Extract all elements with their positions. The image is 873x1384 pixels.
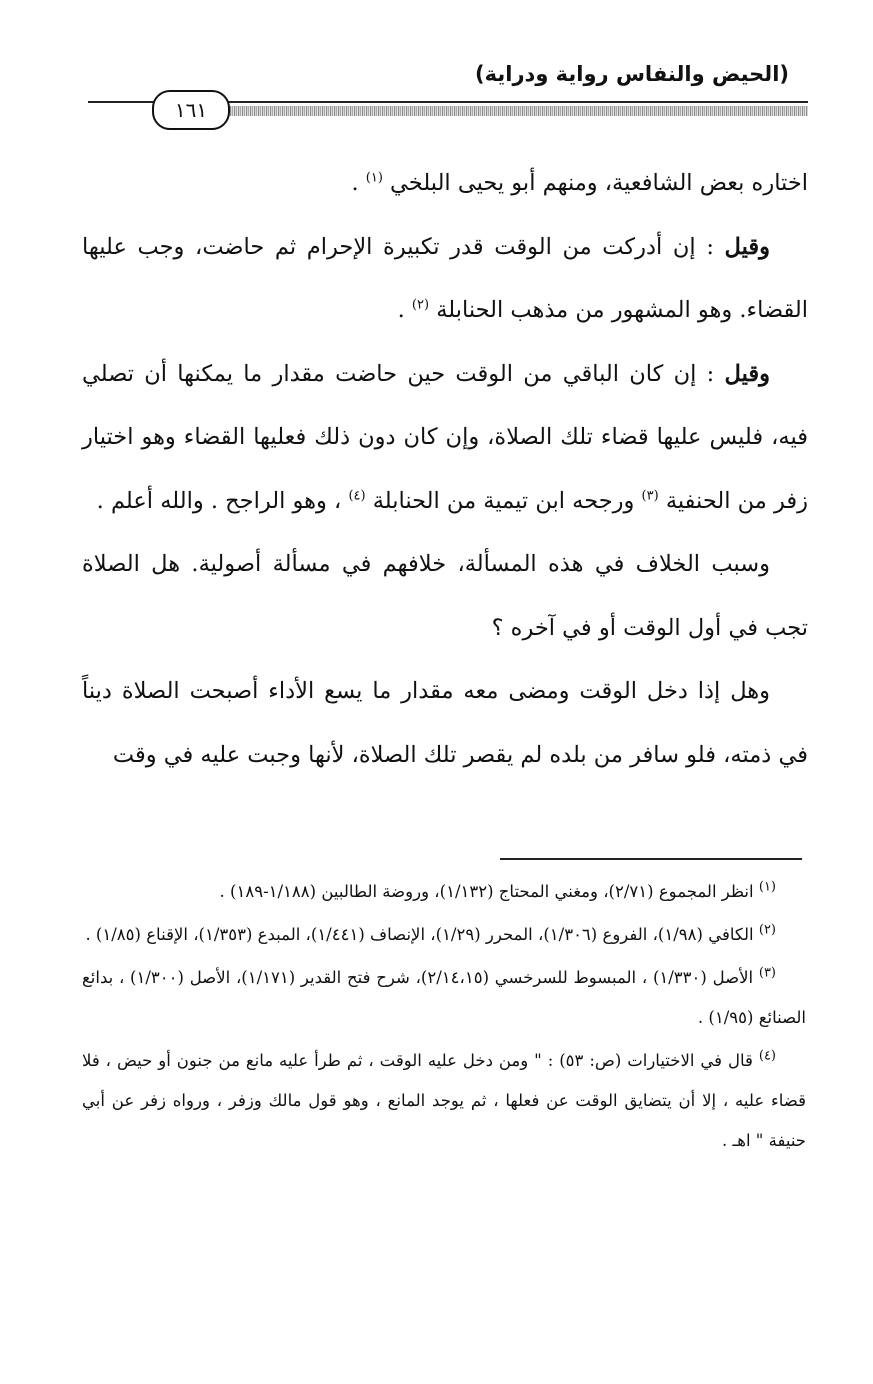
footnote-ref-1: (١) [365, 170, 383, 186]
paragraph-2 [82, 216, 808, 343]
footnotes [82, 872, 806, 1164]
paragraph-1-end: . [351, 170, 366, 196]
footnote-3-text: الأصل (١/٣٣٠) ، المبسوط للسرخسي (٢/١٤،١٥)، شرح فتح القدير (١/١٧١)، الأصل (١/٣٠٠) ، بدائع الصنائع (١/٩٥) . [82, 968, 806, 1027]
footnote-2-text: الكافي (١/٩٨)، الفروع (١/٣٠٦)، المحرر (١/٢٩)، الإنصاف (١/٤٤١)، المبدع (١/٣٥٣)، الإقناع (١/٨٥) . [85, 925, 759, 944]
paragraph-1 [82, 152, 808, 216]
paragraph-2-keyword: وقيل [724, 233, 770, 260]
footnote-3-marker: (٣) [758, 965, 776, 981]
paragraph-1-text: اختاره بعض الشافعية، ومنهم أبو يحيى البلخي [390, 170, 808, 196]
header-ornament-band [226, 106, 808, 116]
footnote-ref-2: (٢) [411, 297, 430, 313]
paragraph-4: وسبب الخلاف في هذه المسألة، خلافهم في مسألة أصولية. هل الصلاة تجب في أول الوقت أو في آخره ؟ [82, 551, 808, 641]
paragraph-3-text-b: ورجحه ابن تيمية من الحنابلة [372, 487, 642, 514]
footnote-2 [82, 915, 806, 955]
paragraph-2-text: : إن أدركت من الوقت قدر تكبيرة الإحرام ثم حاضت، وجب عليها القضاء. وهو المشهور من مذهب الحنابلة [82, 233, 808, 323]
footnote-4-marker: (٤) [758, 1048, 776, 1064]
running-header: (الحيض والنفاس رواية ودراية) [475, 62, 789, 86]
footnote-ref-3: (٣) [641, 488, 659, 503]
paragraph-3-text-a: : إن كان الباقي من الوقت حين حاضت مقدار ما يمكنها أن تصلي فيه، فليس عليها قضاء تلك الصلاة، وإن كان دون ذلك فعليها القضاء وهو اختيار زفر من الحنفية [82, 360, 808, 514]
paragraph-3-keyword: وقيل [724, 360, 770, 387]
footnote-ref-4: (٤) [348, 488, 366, 503]
footnote-4-text: قال في الاختيارات (ص: ٥٣) : " ومن دخل عليه الوقت ، ثم طرأ عليه مانع من جنون أو حيض ، فلا قضاء عليه ، إلا أن يتضايق الوقت عن فعلها ، ثم يوجد المانع ، وهو قول مالك وزفر ، ورواه زفر عن أبي حنيفة " اهـ . [82, 1051, 806, 1150]
footnote-1-text: انظر المجموع (٢/٧١)، ومغني المحتاج (١/١٣٢)، وروضة الطالبين (١/١٨٨-١٨٩) . [219, 882, 759, 901]
paragraph-3-text-c: ، وهو الراجح . والله أعلم . [96, 487, 349, 514]
footnote-1 [82, 872, 806, 912]
footnote-4 [82, 1041, 806, 1161]
main-text [82, 152, 808, 787]
footnote-3 [82, 958, 806, 1038]
paragraph-2-end: . [397, 297, 412, 323]
footnote-1-marker: (١) [758, 879, 776, 895]
page-number: ١٦١ [152, 90, 230, 130]
paragraph-3 [82, 343, 808, 534]
footnote-separator [500, 858, 802, 860]
footnote-2-marker: (٢) [758, 922, 776, 938]
paragraph-5: وهل إذا دخل الوقت ومضى معه مقدار ما يسع الأداء أصبحت الصلاة ديناً في ذمته، فلو سافر من بلده لم يقصر تلك الصلاة، لأنها وجبت عليه في وقت [82, 678, 808, 768]
